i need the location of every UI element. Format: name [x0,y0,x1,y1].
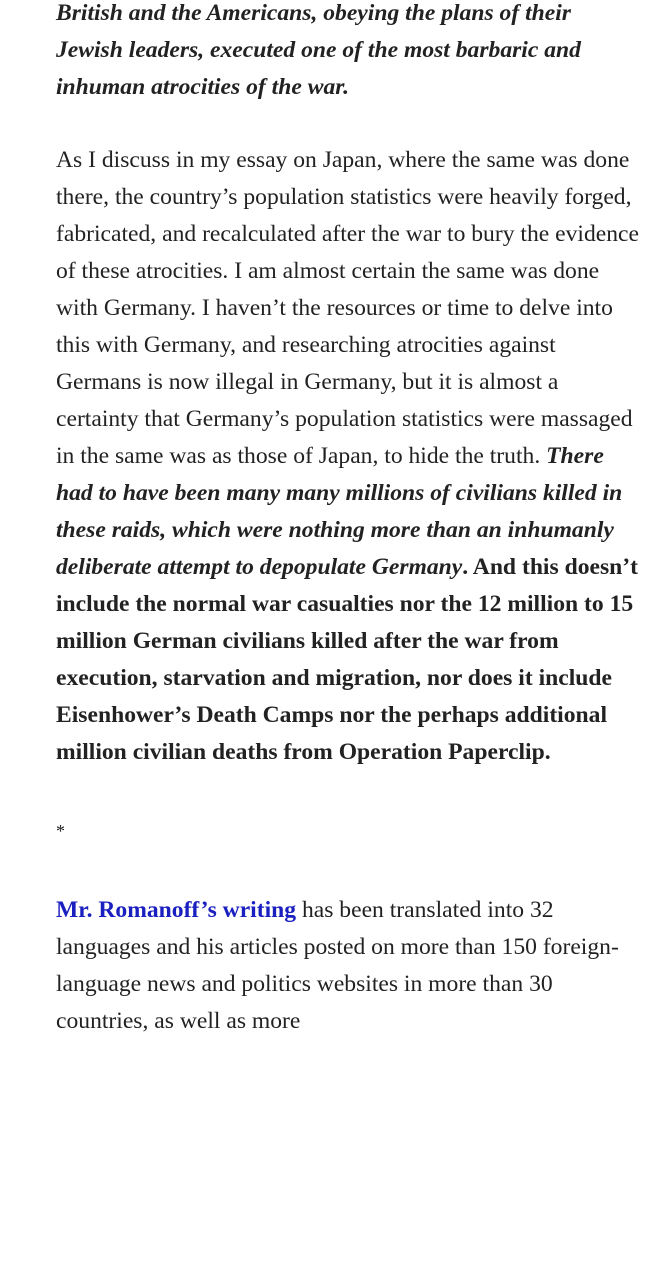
paragraph-author-text: has been translated into 32 languages and his articles posted on more than 150 foreign-language news and politics websites in more than 30 countries, as well as more [56,897,619,1034]
paragraph-statistics-emphasis: There had to have been many many millions of civilians killed in these raids, which were nothing more than an inhumanly deliberate attempt to depopulate Germany [56,443,623,580]
paragraph-author [56,892,641,1040]
paragraph-statistics-bold: . And this doesn’t include the normal war casualties nor the 12 million to 15 million German civilians killed after the war from execution, starvation and migration, nor does it include Eisenhower’s Death Camps nor the perhaps additional million civilian deaths from Operation Paperclip. [56,554,638,765]
paragraph-spacer [56,106,641,142]
author-writing-link[interactable]: Mr. Romanoff’s writing [56,897,297,923]
paragraph-spacer [56,850,641,892]
article-body [56,0,641,1040]
section-separator: * [56,821,65,841]
paragraph-statistics-text: As I discuss in my essay on Japan, where the same was done there, the country’s population statistics were heavily forged, fabricated, and recalculated after the war to bury the evidence of these atrocities. I am almost certain the same was done with Germany. I haven’t the resources or time to delve into this with Germany, and researching atrocities against Germans is now illegal in Germany, but it is almost a certainty that Germany’s population statistics were massaged in the same was as those of Japan, to hide the truth. [56,147,639,469]
paragraph-spacer [56,771,641,813]
paragraph-emphasis: British and the Americans, obeying the plans of their Jewish leaders, executed one of the most barbaric and inhuman atrocities of the war. [56,0,581,100]
paragraph-statistics [56,142,641,771]
